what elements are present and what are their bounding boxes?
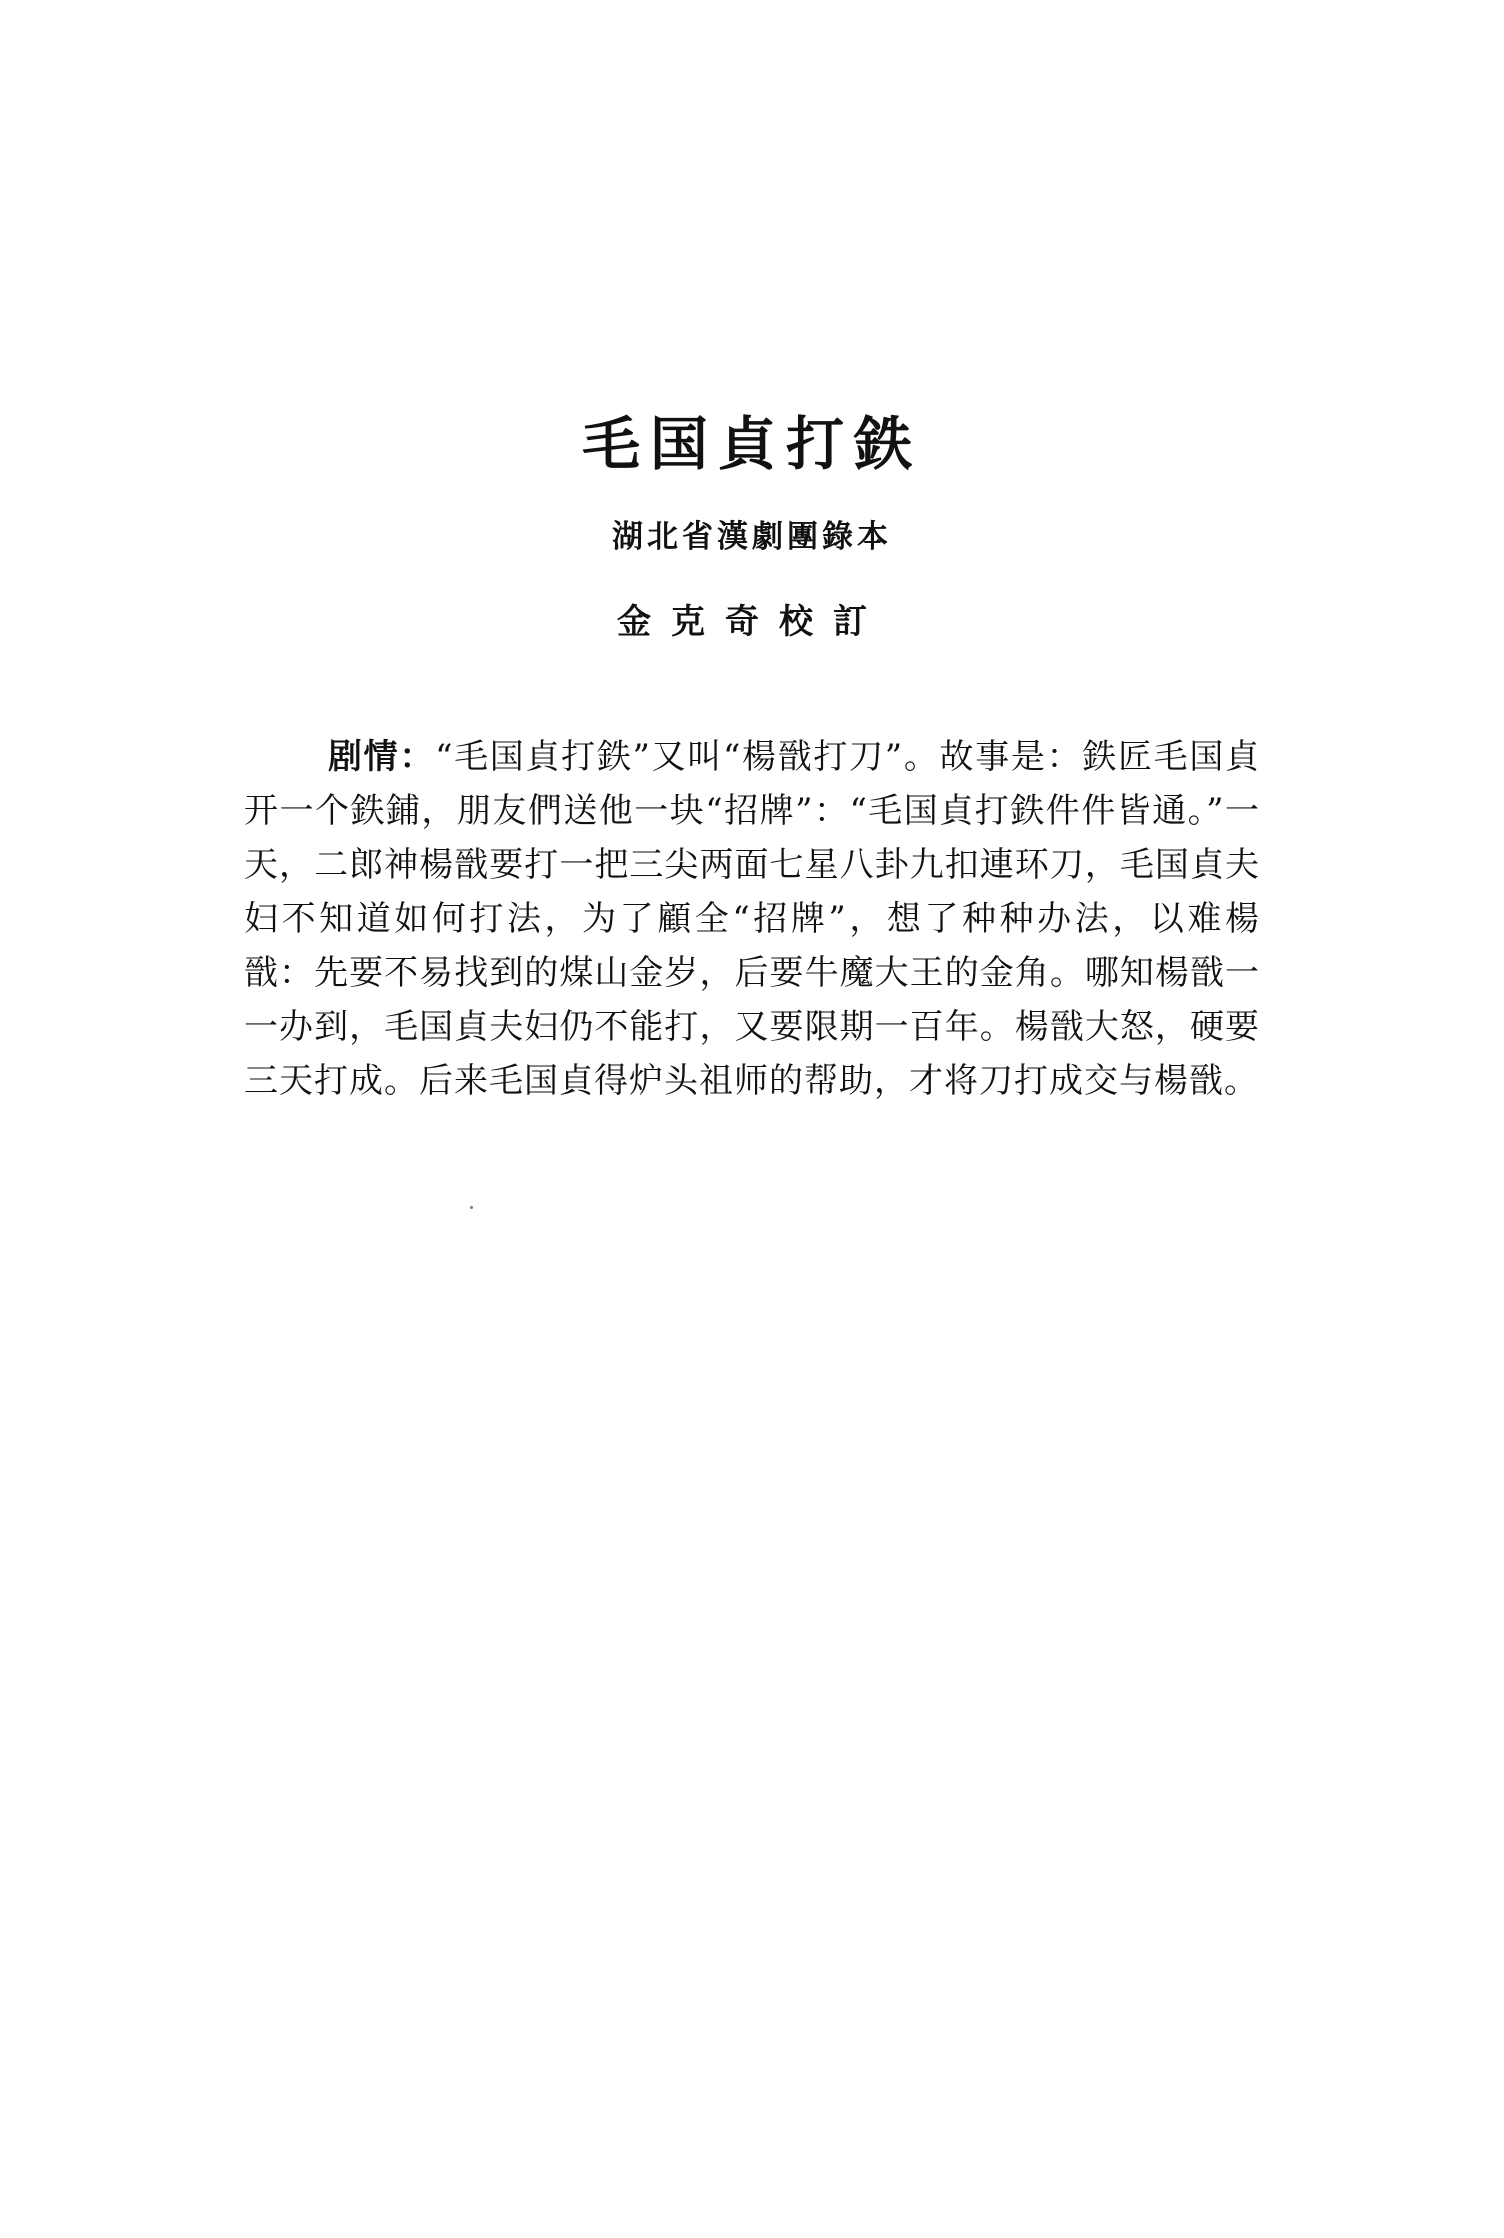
play-title: 毛国貞打鉄 xyxy=(581,410,922,478)
editor-line: 金克奇校訂 xyxy=(617,602,887,642)
source-line: 湖北省漢劇團錄本 xyxy=(612,519,892,555)
plot-text: “毛国貞打鉄”又叫“楊戩打刀”。故事是：鉄匠毛国貞开一个鉄鋪，朋友們送他一块“招牌”：“毛国貞打鉄件件皆通。”一天，二郎神楊戩要打一把三尖两面七星八卦九扣連环刀，毛国貞夫妇不知道如何打法，为了顧全“招牌”，想了种种办法，以难楊戩：先要不易找到的煤山金岁，后要牛魔大王的金角。哪知楊戩一一办到，毛国貞夫妇仍不能打，又要限期一百年。楊戩大怒，硬要三天打成。后来毛国貞得炉头祖师的帮助，才将刀打成交与楊戩。 xyxy=(244,737,1261,1101)
scan-speck xyxy=(470,1206,473,1209)
plot-summary xyxy=(244,730,1260,1108)
plot-label: 剧情： xyxy=(328,737,436,777)
